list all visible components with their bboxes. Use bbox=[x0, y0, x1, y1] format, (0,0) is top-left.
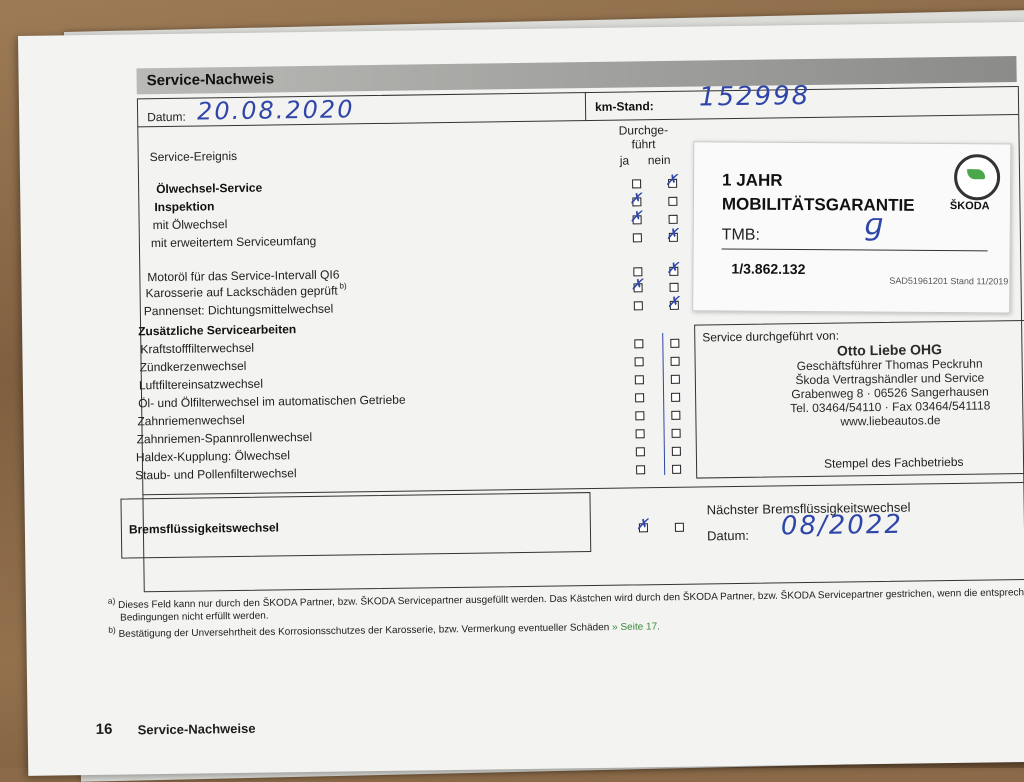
extra-checkbox-nein[interactable] bbox=[672, 429, 681, 438]
sticker-tmb-line bbox=[722, 248, 988, 251]
extra-service-label: Haldex-Kupplung: Ölwechsel bbox=[135, 448, 291, 465]
check-mark-nein: ✗ bbox=[665, 225, 679, 243]
service-row-footnote-mark: b) bbox=[339, 281, 347, 291]
extra-service-label: Kraftstofffilterwechsel bbox=[140, 340, 255, 357]
footnote-a-text2: Bedingungen nicht erfüllt werden. bbox=[120, 610, 269, 624]
extra-checkbox-ja[interactable] bbox=[635, 393, 644, 402]
column-nein: nein bbox=[647, 152, 671, 168]
brake-ja-check-mark: ✗ bbox=[635, 516, 649, 534]
datum-label: Datum: bbox=[147, 109, 186, 125]
extra-service-label: Zündkerzenwechsel bbox=[139, 358, 247, 375]
extra-services-title: Zusätzliche Servicearbeiten bbox=[138, 322, 297, 339]
extra-checkbox-ja[interactable] bbox=[636, 429, 645, 438]
checkbox-ja[interactable] bbox=[632, 179, 641, 188]
checkbox-ja[interactable] bbox=[634, 301, 643, 310]
extra-service-label: Staub- und Pollenfilterwechsel bbox=[135, 466, 297, 483]
stamp-caption: Stempel des Fachbetriebs bbox=[823, 454, 964, 471]
sticker-tmb-label: TMB: bbox=[721, 226, 760, 244]
stamp-line3: Grabenweg 8 · 06526 Sangerhausen bbox=[791, 384, 989, 402]
extra-checkbox-ja[interactable] bbox=[636, 465, 645, 474]
service-row-label: mit erweitertem Serviceumfang bbox=[150, 233, 317, 251]
column-head-durchgefuehrt bbox=[611, 123, 675, 152]
column-head-line2: führt bbox=[631, 137, 656, 152]
sticker-line1: 1 JAHR bbox=[722, 170, 783, 190]
service-booklet-page bbox=[18, 22, 1024, 776]
service-row-label: Karosserie auf Lackschäden geprüft bbox=[145, 283, 338, 301]
extra-checkbox-nein[interactable] bbox=[672, 447, 681, 456]
mobility-guarantee-sticker bbox=[692, 141, 1011, 313]
footnote-b-text: Bestätigung der Unversehrtheit des Korrosionsschutzes der Karosserie, bzw. Vermerkung eventueller Schäden bbox=[118, 622, 610, 640]
skoda-logo bbox=[954, 154, 1000, 200]
footnote-b-link[interactable]: » Seite 17. bbox=[612, 621, 660, 634]
service-row-label: mit Ölwechsel bbox=[152, 217, 228, 233]
stamp-company: Otto Liebe OHG bbox=[836, 341, 943, 359]
stamp-label: Service durchgeführt von: bbox=[702, 328, 840, 345]
extra-checkbox-nein[interactable] bbox=[670, 339, 679, 348]
sticker-brand: ŠKODA bbox=[949, 200, 990, 213]
datum-value[interactable]: 20.08.2020 bbox=[196, 95, 355, 126]
check-mark-ja: ✗ bbox=[630, 276, 644, 294]
extra-service-label: Öl- und Ölfilterwechsel im automatischen Getriebe bbox=[138, 392, 406, 411]
footnote-b-mark: b) bbox=[108, 624, 116, 635]
brake-next-label: Nächster Bremsflüssigkeitswechsel bbox=[706, 499, 911, 518]
sticker-number: 1/3.862.132 bbox=[731, 260, 806, 278]
extra-checkbox-ja[interactable] bbox=[636, 447, 645, 456]
service-row-label: Motoröl für das Service-Intervall QI6 bbox=[147, 267, 340, 285]
extra-service-label: Luftfiltereinsatzwechsel bbox=[138, 376, 264, 393]
brake-datum-value[interactable]: 08/2022 bbox=[780, 509, 904, 542]
checkbox-nein[interactable] bbox=[670, 283, 679, 292]
dealer-stamp bbox=[764, 340, 1015, 429]
page-footer-title: Service-Nachweise bbox=[137, 720, 256, 738]
brake-label: Bremsflüssigkeitswechsel bbox=[128, 520, 280, 537]
service-event-label: Service-Ereignis bbox=[149, 148, 238, 165]
check-mark-nein: ✗ bbox=[666, 259, 680, 277]
stamp-line2: Škoda Vertragshändler und Service bbox=[795, 370, 985, 388]
extra-service-label: Zahnriemenwechsel bbox=[137, 412, 245, 429]
check-mark-ja: ✗ bbox=[629, 190, 643, 208]
extra-service-label: Zahnriemen-Spannrollenwechsel bbox=[136, 429, 313, 447]
check-mark-nein: ✗ bbox=[666, 293, 680, 311]
stamp-line4: Tel. 03464/54110 · Fax 03464/541118 bbox=[790, 398, 991, 416]
extra-checkbox-nein[interactable] bbox=[671, 357, 680, 366]
stamp-line5: www.liebeautos.de bbox=[840, 413, 941, 429]
extra-checkbox-ja[interactable] bbox=[635, 357, 644, 366]
checkbox-ja[interactable] bbox=[633, 267, 642, 276]
footnote-a-text1: Dieses Feld kann nur durch den ŠKODA Partner, bzw. ŠKODA Servicepartner ausgefüllt werden. Das Kästchen wird durch den ŠKODA Partner, bzw. ŠKODA Servicepartner gestrichen, wenn die entsprech bbox=[118, 587, 1024, 611]
check-mark-ja: ✗ bbox=[629, 208, 643, 226]
sticker-code: SAD51961201 Stand 11/2019 bbox=[889, 275, 1009, 287]
extra-checkbox-nein[interactable] bbox=[671, 411, 680, 420]
brake-datum-label: Datum: bbox=[706, 527, 750, 544]
skoda-logo-arrow-icon bbox=[967, 169, 985, 179]
extra-checkbox-ja[interactable] bbox=[634, 339, 643, 348]
service-row-label: Ölwechsel-Service bbox=[156, 180, 263, 197]
stamp-line1: Geschäftsführer Thomas Peckruhn bbox=[796, 356, 983, 374]
extra-checkbox-nein[interactable] bbox=[672, 465, 681, 474]
service-row-label: Inspektion bbox=[154, 199, 215, 215]
checkbox-ja[interactable] bbox=[633, 233, 642, 242]
check-mark-nein: ✗ bbox=[664, 171, 678, 189]
checkbox-nein[interactable] bbox=[668, 197, 677, 206]
service-row-label: Pannenset: Dichtungsmittelwechsel bbox=[143, 301, 334, 319]
column-head-line1: Durchge- bbox=[618, 122, 669, 138]
brake-nein-checkbox[interactable] bbox=[675, 523, 684, 532]
page-title: Service-Nachweis bbox=[146, 70, 275, 90]
column-ja: ja bbox=[619, 153, 630, 168]
checkbox-nein[interactable] bbox=[669, 215, 678, 224]
km-value[interactable]: 152998 bbox=[698, 80, 811, 113]
extra-checkbox-ja[interactable] bbox=[635, 375, 644, 384]
extra-checkbox-ja[interactable] bbox=[635, 411, 644, 420]
km-label: km-Stand: bbox=[594, 99, 654, 114]
extra-checkbox-nein[interactable] bbox=[671, 375, 680, 384]
sticker-signature: ɡ bbox=[863, 207, 885, 243]
sticker-line2: MOBILITÄTSGARANTIE bbox=[721, 194, 915, 215]
page-number: 16 bbox=[95, 720, 113, 738]
footnote-a-mark: a) bbox=[107, 595, 116, 606]
extra-checkbox-nein[interactable] bbox=[671, 393, 680, 402]
